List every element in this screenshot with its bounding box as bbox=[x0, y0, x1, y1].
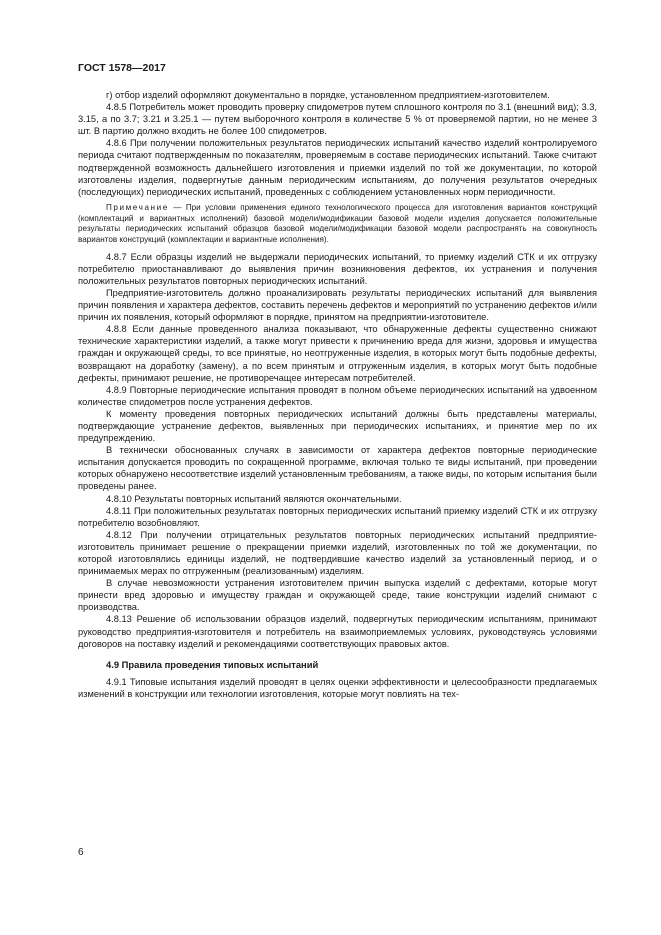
document-header: ГОСТ 1578—2017 bbox=[78, 62, 166, 74]
paragraph-4-8-6: 4.8.6 При получении положительных результатов периодических испытаний качество изделий контролируемого периода считают подтвержденным по показателям, проверяемым в составе периодических испытаний. Также считают подтвержденной возможность дальнейшего изготовления и приемки изделий по той же документации, по которой изготовлены изделия, подвергнутые данным периодическим испытаниям, до получения результатов очередных (последующих) периодических испытаний, проведенных с соблюдением установленных норм периодичности. bbox=[78, 138, 597, 197]
note-block bbox=[78, 203, 597, 246]
paragraph-reduced-program: В технически обоснованных случаях в зависимости от характера дефектов повторные периодические испытания допускается проводить по сокращенной программе, включая только те виды испытаний, при проведении которых обнаружено несоответствие изделий установленным требованиям, а также виды, по которым испытания были проведены ранее. bbox=[78, 445, 597, 492]
paragraph-4-8-7: 4.8.7 Если образцы изделий не выдержали периодических испытаний, то приемку изделий СТК и их отгрузку потребителю приостанавливают до выявления причин возникновения дефектов, их устранения и получения положительных результатов повторных периодических испытаний. bbox=[78, 251, 597, 286]
page-number: 6 bbox=[78, 847, 84, 858]
paragraph-item-g: г) отбор изделий оформляют документально в порядке, установленном предприятием-изготовителем. bbox=[106, 90, 550, 100]
paragraph-materials: К моменту проведения повторных периодических испытаний должны быть представлены материалы, подтверждающие устранение дефектов, выявленных при периодических испытаниях, и принятие мер по их предупреждению. bbox=[78, 408, 597, 444]
paragraph-manufacturer-analysis: Предприятие-изготовитель должно проанализировать результаты периодических испытаний для выявления причин появления и характера дефектов, составить перечень дефектов и мероприятий по устранению дефектов и/или причин их появления, который оформляют в порядке, принятом на предприятии-изготовителе. bbox=[78, 287, 597, 323]
paragraph-4-8-12: 4.8.12 При получении отрицательных результатов повторных периодических испытаний предприятие-изготовитель принимает решение о прекращении приемки изделий, изготовленных по той же документации, по которой изготовлялись единицы изделий, не подтвердившие качество изделий за установленный период, и о принимаемых мерах по отгруженным (реализованным) изделиям. bbox=[78, 529, 597, 577]
paragraph-removal: В случае невозможности устранения изготовителем причин выпуска изделий с дефектами, которые могут принести вред здоровью и имуществу граждан и окружающей среде, такие конструкции изделий снимают с производства. bbox=[78, 578, 597, 613]
paragraph-4-9-1: 4.9.1 Типовые испытания изделий проводят в целях оценки эффективности и целесообразности предлагаемых изменений в конструкции или технологии изготовления, которые могут повлиять на тех- bbox=[78, 676, 597, 699]
paragraph-4-8-9: 4.8.9 Повторные периодические испытания проводят в полном объеме периодических испытаний на удвоенном количестве спидометров после устранения дефектов. bbox=[78, 384, 597, 407]
paragraph-4-8-5: 4.8.5 Потребитель может проводить проверку спидометров путем сплошного контроля по 3.1 (внешний вид); 3.3, 3.15, а по 3.7; 3.21 и 3.25.1 — путем выборочного контроля в количестве 5 % от проверяемой партии, но не менее 3 шт. В партию должно входить не более 100 спидометров. bbox=[78, 102, 597, 137]
note-label: Примечание bbox=[106, 202, 169, 212]
paragraph-4-8-11: 4.8.11 При положительных результатах повторных периодических испытаний приемку изделий СТК и их отгрузку потребителю возобновляют. bbox=[78, 505, 597, 528]
document-body bbox=[78, 89, 597, 700]
paragraph-4-8-13: 4.8.13 Решение об использовании образцов изделий, подвергнутых периодическим испытаниям, принимают руководство предприятия-изготовителя и потребитель на взаимоприемлемых условиях, руководствуясь условиями договоров на поставку изделий и рекомендациями соответствующих правовых актов. bbox=[78, 614, 597, 649]
paragraph-4-8-10: 4.8.10 Результаты повторных испытаний являются окончательными. bbox=[106, 493, 402, 504]
note-text: — При условии применения единого технологического процесса для изготовления вариантов конструкций (комплектаций и вариантных исполнений) базовой модели/модификации базовой модели изделия допускается положительные результаты периодических испытаний образцов базовой модели/модификации базовой модели распространять на совокупность вариантов конструкций (комплектации и вариантные исполнения). bbox=[78, 202, 597, 244]
section-heading-4-9: 4.9 Правила проведения типовых испытаний bbox=[106, 658, 319, 670]
paragraph-4-8-8: 4.8.8 Если данные проведенного анализа показывают, что обнаруженные дефекты существенно снижают технические характеристики изделий, а также могут привести к причинению вреда для жизни, здоровья и имущества граждан и окружающей среды, то все принятые, но неотгруженные изделия, в которых могут быть подобные дефекты, возвращают на доработку (замену), а по всем принятым и отгруженным изделия, в которых могут быть подобные дефекты, принимают решение, не противоречащее интересам потребителей. bbox=[78, 324, 597, 383]
